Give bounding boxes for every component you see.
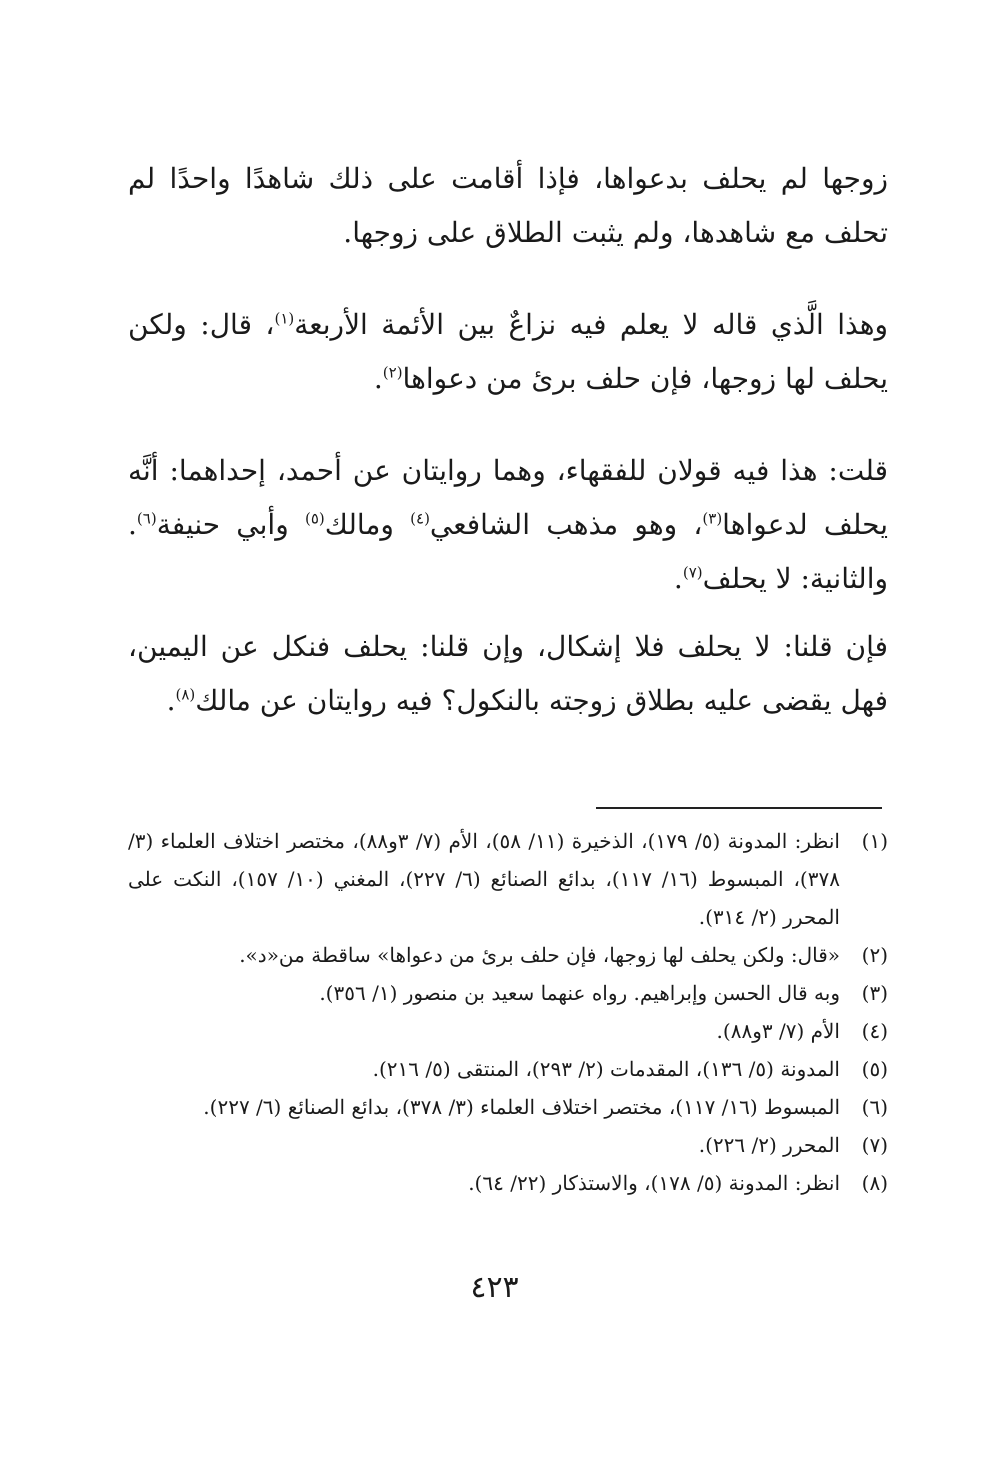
paragraph-4-segment: . [166,684,176,717]
paragraph-3-segment: قلت: هذا فيه قولان للفقهاء، وهما روايتان عن أحمد، إحداهما: أنَّه يحلف لدعواها [128,454,888,541]
footnote-number: (٢) [861,943,888,967]
paragraph-2-segment: ، قال: ولكن يحلف لها زوجها، فإن حلف برئ من دعواها [128,308,888,395]
footnote-2 [128,936,888,974]
paragraph-2 [128,298,888,406]
footnote-text: «قال: ولكن يحلف لها زوجها، فإن حلف برئ من دعواها» ساقطة من«د». [239,943,840,967]
paragraph-3-segment: . [673,562,683,595]
footnote-ref-6[interactable]: (٦) [136,509,157,528]
paragraph-3-segment: ، وهو مذهب الشافعي [429,508,703,541]
footnote-text: المحرر (٢/ ٢٢٦). [698,1133,840,1157]
footnote-ref-2[interactable]: (٢) [382,363,403,382]
footnote-text: انظر: المدونة (٥/ ١٧٩)، الذخيرة (١١/ ٥٨)، الأم (٧/ ٣و٨٨)، مختصر اختلاف العلماء (٣/ ٣٧٨)، المبسوط (١٦/ ١١٧)، بدائع الصنائع (٦/ ٢٢٧)، المغني (١٠/ ١٥٧)، النكت على المحرر (٢/ ٣١٤). [128,829,840,929]
footnote-7 [128,1126,888,1164]
page-number: ٤٢٣ [470,1270,519,1305]
footnote-number: (٥) [861,1057,888,1081]
footnote-text: المبسوط (١٦/ ١١٧)، مختصر اختلاف العلماء (٣/ ٣٧٨)، بدائع الصنائع (٦/ ٢٢٧). [203,1095,840,1119]
footnote-4 [128,1012,888,1050]
footnote-separator [596,807,882,809]
paragraph-2-segment: . [373,362,383,395]
footnote-ref-3[interactable]: (٣) [702,509,723,528]
paragraph-1 [128,152,888,260]
footnote-ref-7[interactable]: (٧) [682,563,703,582]
paragraph-4 [128,620,888,728]
paragraph-3-segment: ومالك [324,508,411,541]
footnote-5 [128,1050,888,1088]
paragraph-4-segment: فإن قلنا: لا يحلف فلا إشكال، وإن قلنا: يحلف فنكل عن اليمين، فهل يقضى عليه بطلاق زوجته بالنكول؟ فيه روايتان عن مالك [128,630,888,717]
footnote-number: (٨) [861,1171,888,1195]
footnote-text: انظر: المدونة (٥/ ١٧٨)، والاستذكار (٢٢/ ٦٤). [468,1171,840,1195]
footnote-ref-1[interactable]: (١) [274,309,295,328]
paragraph-3-segment: . والثانية: لا يحلف [128,508,888,595]
footnote-8 [128,1164,888,1202]
paragraph-2-segment: وهذا الَّذي قاله لا يعلم فيه نزاعٌ بين الأئمة الأربعة [294,308,888,341]
footnote-6 [128,1088,888,1126]
footnote-number: (١) [861,829,888,853]
footnote-number: (٧) [861,1133,888,1157]
footnotes-section [128,822,888,1202]
footnote-text: الأم (٧/ ٣و٨٨). [716,1019,840,1043]
footnote-ref-8[interactable]: (٨) [175,685,196,704]
footnote-text: المدونة (٥/ ١٣٦)، المقدمات (٢/ ٢٩٣)، المنتقى (٥/ ٢١٦). [372,1057,840,1081]
footnote-number: (٤) [861,1019,888,1043]
footnote-number: (٦) [861,1095,888,1119]
paragraph-3-segment: وأبي حنيفة [156,508,305,541]
footnote-1 [128,822,888,936]
footnote-3 [128,974,888,1012]
footnote-text: وبه قال الحسن وإبراهيم. رواه عنهما سعيد بن منصور (١/ ٣٥٦). [319,981,840,1005]
footnote-number: (٣) [861,981,888,1005]
footnote-ref-5[interactable]: (٥) [304,509,325,528]
paragraph-1-segment: زوجها لم يحلف بدعواها، فإذا أقامت على ذلك شاهدًا واحدًا لم تحلف مع شاهدها، ولم يثبت الطلاق على زوجها. [128,162,888,249]
footnote-ref-4[interactable]: (٤) [410,509,430,528]
paragraph-3 [128,444,888,606]
